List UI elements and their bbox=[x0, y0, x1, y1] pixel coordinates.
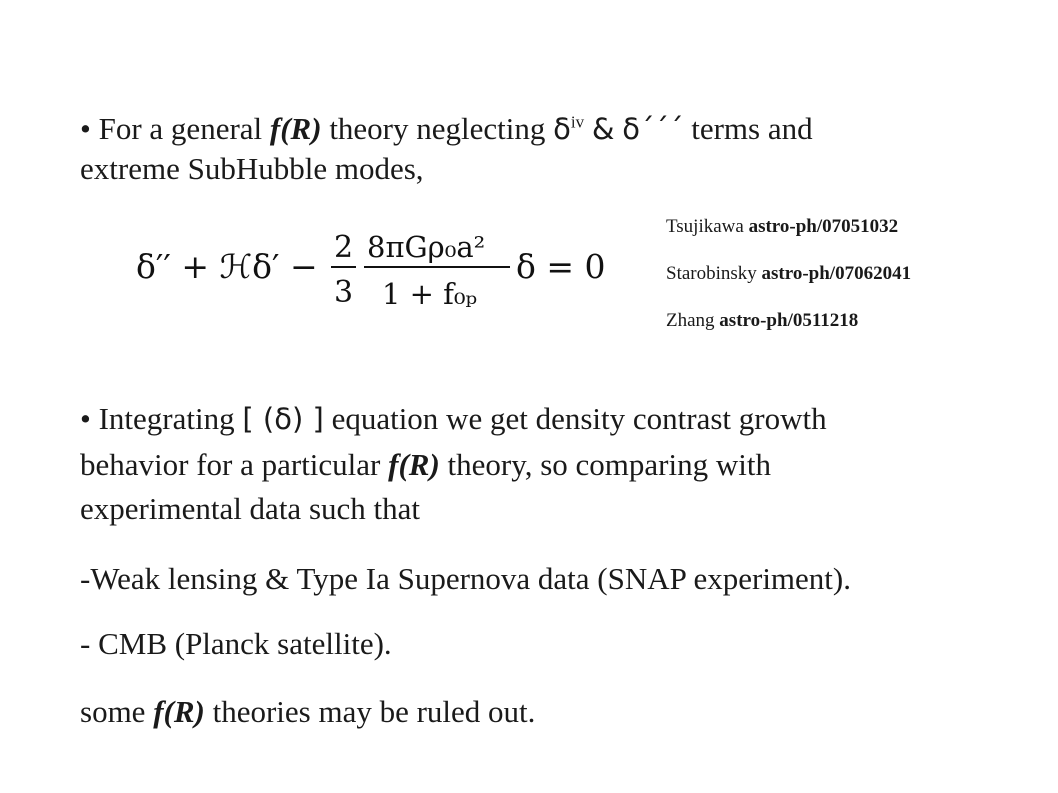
weak-lensing-line: -Weak lensing & Type Ia Supernova data (SNAP experiment). bbox=[80, 561, 851, 596]
cmb-line: - CMB (Planck satellite). bbox=[80, 626, 392, 661]
delta-bracket: [ (δ) ] bbox=[242, 402, 324, 436]
fr-term: f(R) bbox=[269, 111, 322, 146]
reference-item bbox=[666, 310, 911, 332]
equation bbox=[132, 218, 622, 320]
text: For a general bbox=[98, 111, 270, 146]
ref-author: Tsujikawa bbox=[666, 216, 744, 237]
eq-three: 3 bbox=[334, 275, 354, 310]
reference-item bbox=[666, 263, 911, 285]
text: behavior for a particular bbox=[80, 447, 389, 482]
ref-id: astro-ph/0511218 bbox=[719, 310, 859, 331]
bullet: • bbox=[80, 401, 91, 436]
ref-id: astro-ph/07051032 bbox=[748, 216, 899, 237]
eq-denominator: 1 + f₀ₚ bbox=[382, 277, 478, 311]
superscript-iv: iv bbox=[570, 112, 585, 132]
paragraph-2-line-2 bbox=[80, 446, 771, 483]
text: some bbox=[80, 694, 154, 729]
conclusion-line bbox=[80, 693, 535, 730]
eq-left: δ′′ + ℋδ′ − bbox=[136, 247, 318, 286]
text: theory neglecting bbox=[321, 111, 554, 146]
fr-term: f(R) bbox=[388, 447, 440, 482]
delta-triple-prime: δ´´´ bbox=[622, 112, 684, 146]
text: equation we get density contrast growth bbox=[323, 401, 827, 436]
text: theory, so comparing with bbox=[439, 447, 771, 482]
paragraph-1-line-2: extreme SubHubble modes, bbox=[80, 151, 424, 186]
eq-tail: δ = 0 bbox=[516, 247, 606, 286]
ref-id: astro-ph/07062041 bbox=[761, 263, 912, 284]
fr-term: f(R) bbox=[153, 694, 205, 729]
bullet: • bbox=[80, 111, 91, 146]
ampersand: & bbox=[591, 112, 615, 146]
ref-author: Zhang bbox=[666, 310, 715, 331]
paragraph-1-line-1 bbox=[80, 110, 813, 148]
text: theories may be ruled out. bbox=[204, 694, 536, 729]
reference-item bbox=[666, 216, 911, 238]
delta-symbol: δ bbox=[553, 112, 571, 146]
text: Integrating bbox=[98, 401, 243, 436]
eq-numerator: 8πGρ₀a² bbox=[367, 230, 486, 264]
ref-author: Starobinsky bbox=[666, 263, 757, 284]
text: terms and bbox=[683, 111, 813, 146]
paragraph-2-line-1 bbox=[80, 400, 827, 438]
eq-two: 2 bbox=[334, 230, 354, 265]
paragraph-2-line-3: experimental data such that bbox=[80, 491, 421, 526]
reference-list bbox=[666, 216, 911, 357]
